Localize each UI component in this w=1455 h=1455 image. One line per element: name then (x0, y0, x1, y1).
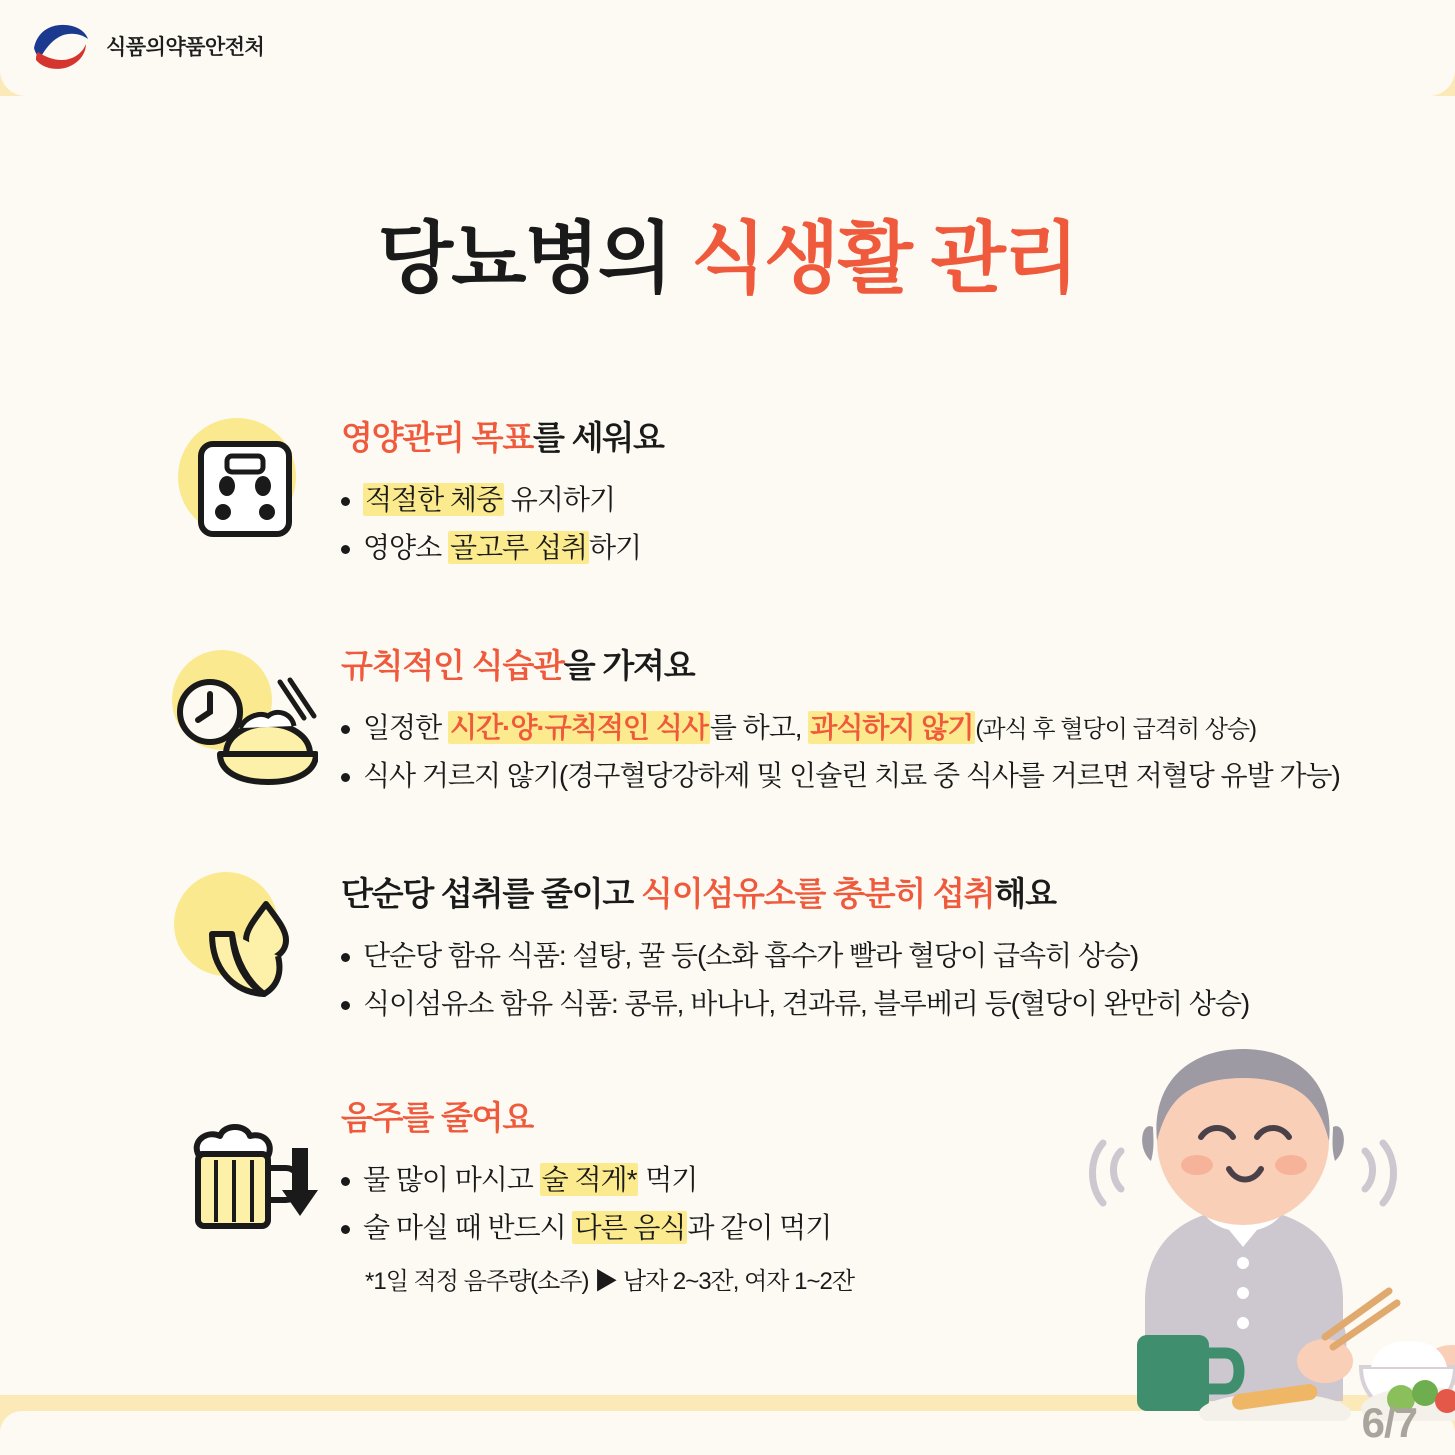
highlight-text: 골고루 섭취 (449, 531, 587, 563)
section-2-heading (341, 640, 1340, 687)
bullet-dot (341, 545, 350, 554)
section-3-heading (341, 868, 1249, 915)
bullet-dot (341, 725, 350, 734)
bullet-dot (341, 773, 350, 782)
highlight-text: 시간·양·규칙적인 식사 (449, 712, 708, 743)
bullet-note: (과식 후 혈당이 급격히 상승) (975, 716, 1257, 743)
bullet-text: 를 하고, (709, 712, 809, 743)
alcohol-footnote: *1일 적정 음주량(소주) ▶ 남자 2~3잔, 여자 1~2잔 (365, 1267, 855, 1295)
bullet-text: 술 마실 때 반드시 (363, 1211, 573, 1243)
page-title (0, 196, 1455, 308)
bullet-text: 유지하기 (504, 484, 616, 515)
section-4-heading-red: 음주를 줄여요 (341, 1099, 534, 1136)
bullet-dot (341, 497, 350, 506)
highlight-text-2: 과식하지 않기 (810, 712, 974, 743)
page-number: 6/7 (1361, 1399, 1417, 1446)
bullet-text: 영양소 (363, 531, 448, 563)
bullet-text: 먹기 (638, 1164, 698, 1195)
title-black: 당뇨병의 (377, 214, 691, 302)
list-item (341, 709, 1340, 747)
highlight-text: 술 적게* (541, 1164, 637, 1195)
agency-name: 식품의약품안전처 (106, 36, 265, 59)
bullet-text: 단순당 함유 식품: 설탕, 꿀 등(소화 흡수가 빨라 혈당이 급속히 상승) (363, 940, 1139, 971)
section-2-heading-red: 규칙적인 식습관 (341, 647, 564, 684)
title-accent: 식생활 관리 (690, 214, 1078, 302)
section-4-heading (341, 1092, 854, 1139)
header (28, 18, 264, 74)
section-3-heading-red: 식이섬유소를 충분히 섭취 (641, 875, 995, 912)
section-2-heading-black: 을 가져요 (563, 647, 695, 684)
list-item (341, 1161, 854, 1199)
bullet-text: 물 많이 마시고 (363, 1164, 540, 1195)
weight-scale-icon (183, 430, 303, 553)
section-nutrition-goal (150, 412, 1400, 577)
section-1-text (335, 412, 664, 577)
highlight-text: 다른 음식 (574, 1211, 686, 1243)
list-item (341, 481, 664, 519)
bullet-dot (341, 1177, 350, 1186)
section-reduce-alcohol (150, 1092, 1150, 1296)
section-2-text (335, 640, 1340, 805)
bullet-dot (341, 953, 350, 962)
list-item (341, 529, 664, 567)
bullet-text: 하기 (588, 531, 642, 563)
bullet-text: 과 같이 먹기 (687, 1211, 832, 1243)
bullet-text: 일정한 (363, 712, 448, 743)
banana-sugar-drop-icon (178, 886, 308, 1021)
section-1-heading-black: 를 세워요 (533, 419, 664, 456)
section-3-heading-black-pre: 단순당 섭취를 줄이고 (341, 875, 642, 912)
elderly-woman-eating-meal-illustration (1025, 1001, 1455, 1421)
korea-government-symbol-icon (28, 18, 92, 74)
section-2-icon-column (150, 640, 335, 793)
highlight-text: 적절한 체중 (365, 484, 503, 515)
section-1-heading (341, 412, 664, 459)
clock-rice-bowl-icon (168, 658, 318, 793)
section-1-icon-column (150, 412, 335, 553)
section-1-heading-red: 영양관리 목표 (341, 419, 534, 456)
bullet-dot (341, 1001, 350, 1010)
bullet-text: 식사 거르지 않기(경구혈당강하제 및 인슐린 치료 중 식사를 거르면 저혈당 유발 가능) (363, 759, 1340, 791)
section-4-text (335, 1092, 854, 1296)
bullet-dot (341, 1225, 350, 1234)
beer-mug-down-arrow-icon (168, 1110, 318, 1245)
section-3-heading-black: 해요 (994, 875, 1056, 912)
section-regular-eating-habit (150, 640, 1440, 805)
list-item (341, 757, 1340, 795)
bullet-text: 식이섬유소 함유 식품: 콩류, 바나나, 견과류, 블루베리 등(혈당이 완만히 상승) (363, 987, 1250, 1019)
section-4-icon-column (150, 1092, 335, 1245)
list-item (341, 1209, 854, 1247)
list-item (341, 937, 1249, 975)
section-3-icon-column (150, 868, 335, 1021)
